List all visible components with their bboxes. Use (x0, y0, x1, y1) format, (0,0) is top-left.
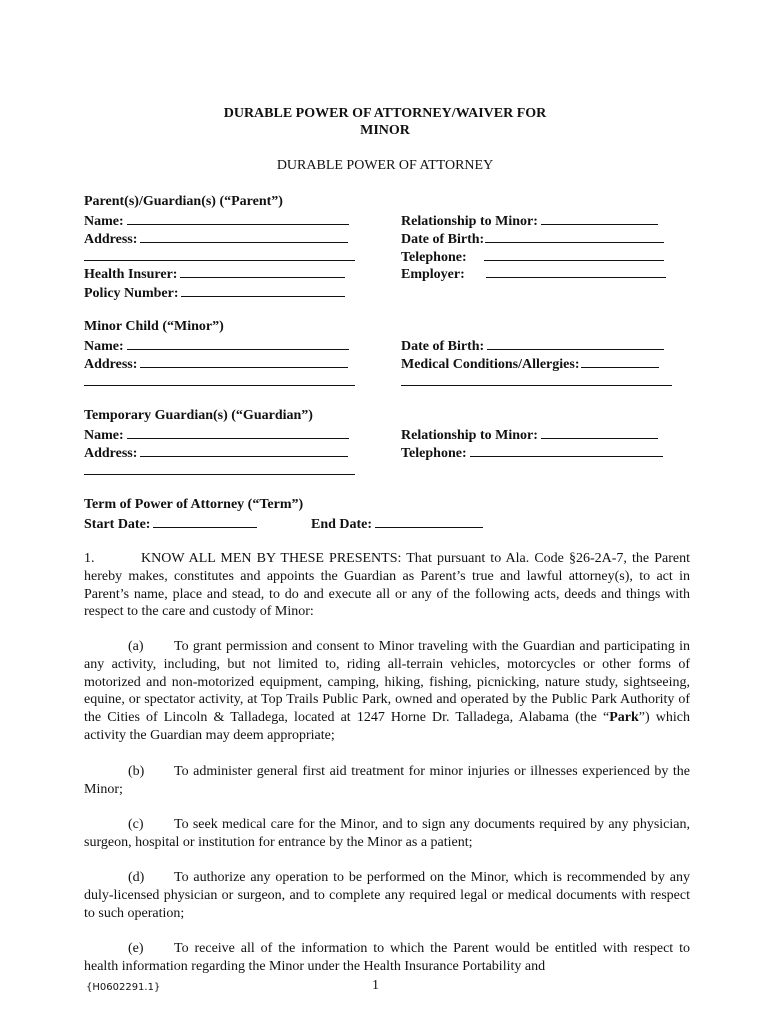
item-d-paragraph (84, 869, 690, 922)
item-a-letter: (a) (128, 639, 144, 654)
minor-medical-row (401, 354, 659, 373)
item-a-text-before: To grant permission and consent to Minor traveling with the Guardian and participating in any activity, including, but not limited to, riding all-terrain vehicles, motorcycles or other forms of motorized and non-motorized equipment, camping, hiking, fishing, picnicking, nature study, sightseeing, equine, or spectator activity, at Top Trails Public Park, owned and operated by the Public Park Authority of the Cities of Lincoln & Talladega, located at 1247 Horne Dr. Talladega, Alabama (the “ (84, 639, 690, 726)
parent-name-field[interactable] (127, 211, 349, 225)
item-a-text-after: ”) which activity the Guardian may deem appropriate; (84, 710, 691, 743)
parent-heading: Parent(s)/Guardian(s) (“Parent”) (84, 194, 283, 209)
item-a-paragraph (84, 638, 690, 745)
section-1-text: KNOW ALL MEN BY THESE PRESENTS: That pursuant to Ala. Code §26-2A-7, the Parent hereby makes, constitutes and appoints the Guardian as Parent’s true and lawful attorney(s), to act in Parent’s name, place and stead, to do and execute all or any of the following acts, deeds and things with respect to the care and custody of Minor: (84, 551, 690, 620)
guardian-address-label: Address: (84, 446, 138, 461)
guardian-relationship-label: Relationship to Minor: (401, 428, 538, 443)
minor-heading: Minor Child (“Minor”) (84, 319, 224, 334)
item-b-paragraph (84, 763, 690, 799)
minor-address-field[interactable] (140, 354, 348, 368)
parent-relationship-row (401, 211, 658, 230)
parent-name-label: Name: (84, 214, 124, 229)
parent-employer-label: Employer: (401, 267, 465, 282)
item-b-letter: (b) (128, 764, 145, 779)
minor-dob-row (401, 336, 664, 355)
minor-name-field[interactable] (127, 336, 349, 350)
section-1-number: 1. (84, 551, 95, 566)
guardian-name-row (84, 425, 349, 444)
parent-address-line2-field[interactable] (84, 247, 355, 261)
parent-telephone-label: Telephone: (401, 250, 467, 265)
guardian-name-field[interactable] (127, 425, 349, 439)
document-title-line1: DURABLE POWER OF ATTORNEY/WAIVER FOR (223, 106, 547, 121)
item-a-bold-word: Park (609, 710, 639, 726)
parent-address-field[interactable] (140, 229, 348, 243)
minor-address-line2-row (84, 372, 355, 391)
page-number: 1 (372, 978, 379, 993)
term-end-label: End Date: (311, 517, 373, 532)
parent-employer-field[interactable] (486, 264, 666, 278)
term-start-row (84, 514, 257, 533)
parent-health-insurer-label: Health Insurer: (84, 267, 178, 282)
minor-medical-line2-field[interactable] (401, 372, 672, 386)
item-e-letter: (e) (128, 941, 144, 956)
term-end-row (311, 514, 483, 533)
footer-doc-code: {H0602291.1} (86, 982, 161, 993)
parent-employer-row (401, 264, 666, 283)
item-b-text: To administer general first aid treatment for minor injuries or illnesses experienced by the Minor; (84, 764, 690, 797)
guardian-heading: Temporary Guardian(s) (“Guardian”) (84, 408, 313, 423)
term-start-label: Start Date: (84, 517, 151, 532)
minor-address-row (84, 354, 348, 373)
item-e-text: To receive all of the information to which the Parent would be entitled with respect to health information regarding the Minor under the Health Insurance Portability and (84, 941, 690, 974)
guardian-telephone-label: Telephone: (401, 446, 467, 461)
parent-relationship-label: Relationship to Minor: (401, 214, 538, 229)
item-e-paragraph (84, 940, 690, 976)
parent-address-label: Address: (84, 232, 138, 247)
guardian-telephone-field[interactable] (470, 443, 663, 457)
parent-health-insurer-row (84, 264, 345, 283)
guardian-relationship-row (401, 425, 658, 444)
minor-medical-field[interactable] (581, 354, 659, 368)
minor-dob-field[interactable] (487, 336, 664, 350)
parent-dob-field[interactable] (485, 229, 664, 243)
guardian-name-label: Name: (84, 428, 124, 443)
parent-health-insurer-field[interactable] (180, 264, 345, 278)
parent-dob-row (401, 229, 664, 248)
minor-medical-line2-row (401, 372, 672, 391)
minor-address-line2-field[interactable] (84, 372, 355, 386)
parent-policy-number-field[interactable] (181, 283, 345, 297)
item-d-letter: (d) (128, 870, 145, 885)
parent-policy-number-label: Policy Number: (84, 286, 179, 301)
guardian-relationship-field[interactable] (541, 425, 658, 439)
parent-address-row (84, 229, 348, 248)
term-heading: Term of Power of Attorney (“Term”) (84, 497, 304, 512)
item-c-paragraph (84, 816, 690, 852)
guardian-address-line2-row (84, 461, 355, 480)
item-d-text: To authorize any operation to be performed on the Minor, which is recommended by any duly-licensed physician or surgeon, and to complete any required legal or medical documents with respect to such operation; (84, 870, 690, 921)
minor-name-label: Name: (84, 339, 124, 354)
term-end-field[interactable] (375, 514, 483, 528)
parent-policy-number-row (84, 283, 345, 302)
document-subtitle: DURABLE POWER OF ATTORNEY (276, 158, 494, 173)
guardian-telephone-row (401, 443, 663, 462)
guardian-address-field[interactable] (140, 443, 348, 457)
guardian-address-line2-field[interactable] (84, 461, 355, 475)
parent-name-row (84, 211, 349, 230)
parent-dob-label: Date of Birth: (401, 232, 485, 247)
term-start-field[interactable] (153, 514, 257, 528)
minor-address-label: Address: (84, 357, 138, 372)
minor-name-row (84, 336, 349, 355)
minor-medical-label: Medical Conditions/Allergies: (401, 357, 580, 372)
document-title-line2: MINOR (360, 123, 410, 138)
guardian-address-row (84, 443, 348, 462)
minor-dob-label: Date of Birth: (401, 339, 485, 354)
item-c-letter: (c) (128, 817, 144, 832)
section-1-paragraph (84, 550, 690, 621)
parent-telephone-field[interactable] (484, 247, 664, 261)
parent-relationship-field[interactable] (541, 211, 658, 225)
item-c-text: To seek medical care for the Minor, and to sign any documents required by any physician, surgeon, hospital or institution for entrance by the Minor as a patient; (84, 817, 690, 850)
